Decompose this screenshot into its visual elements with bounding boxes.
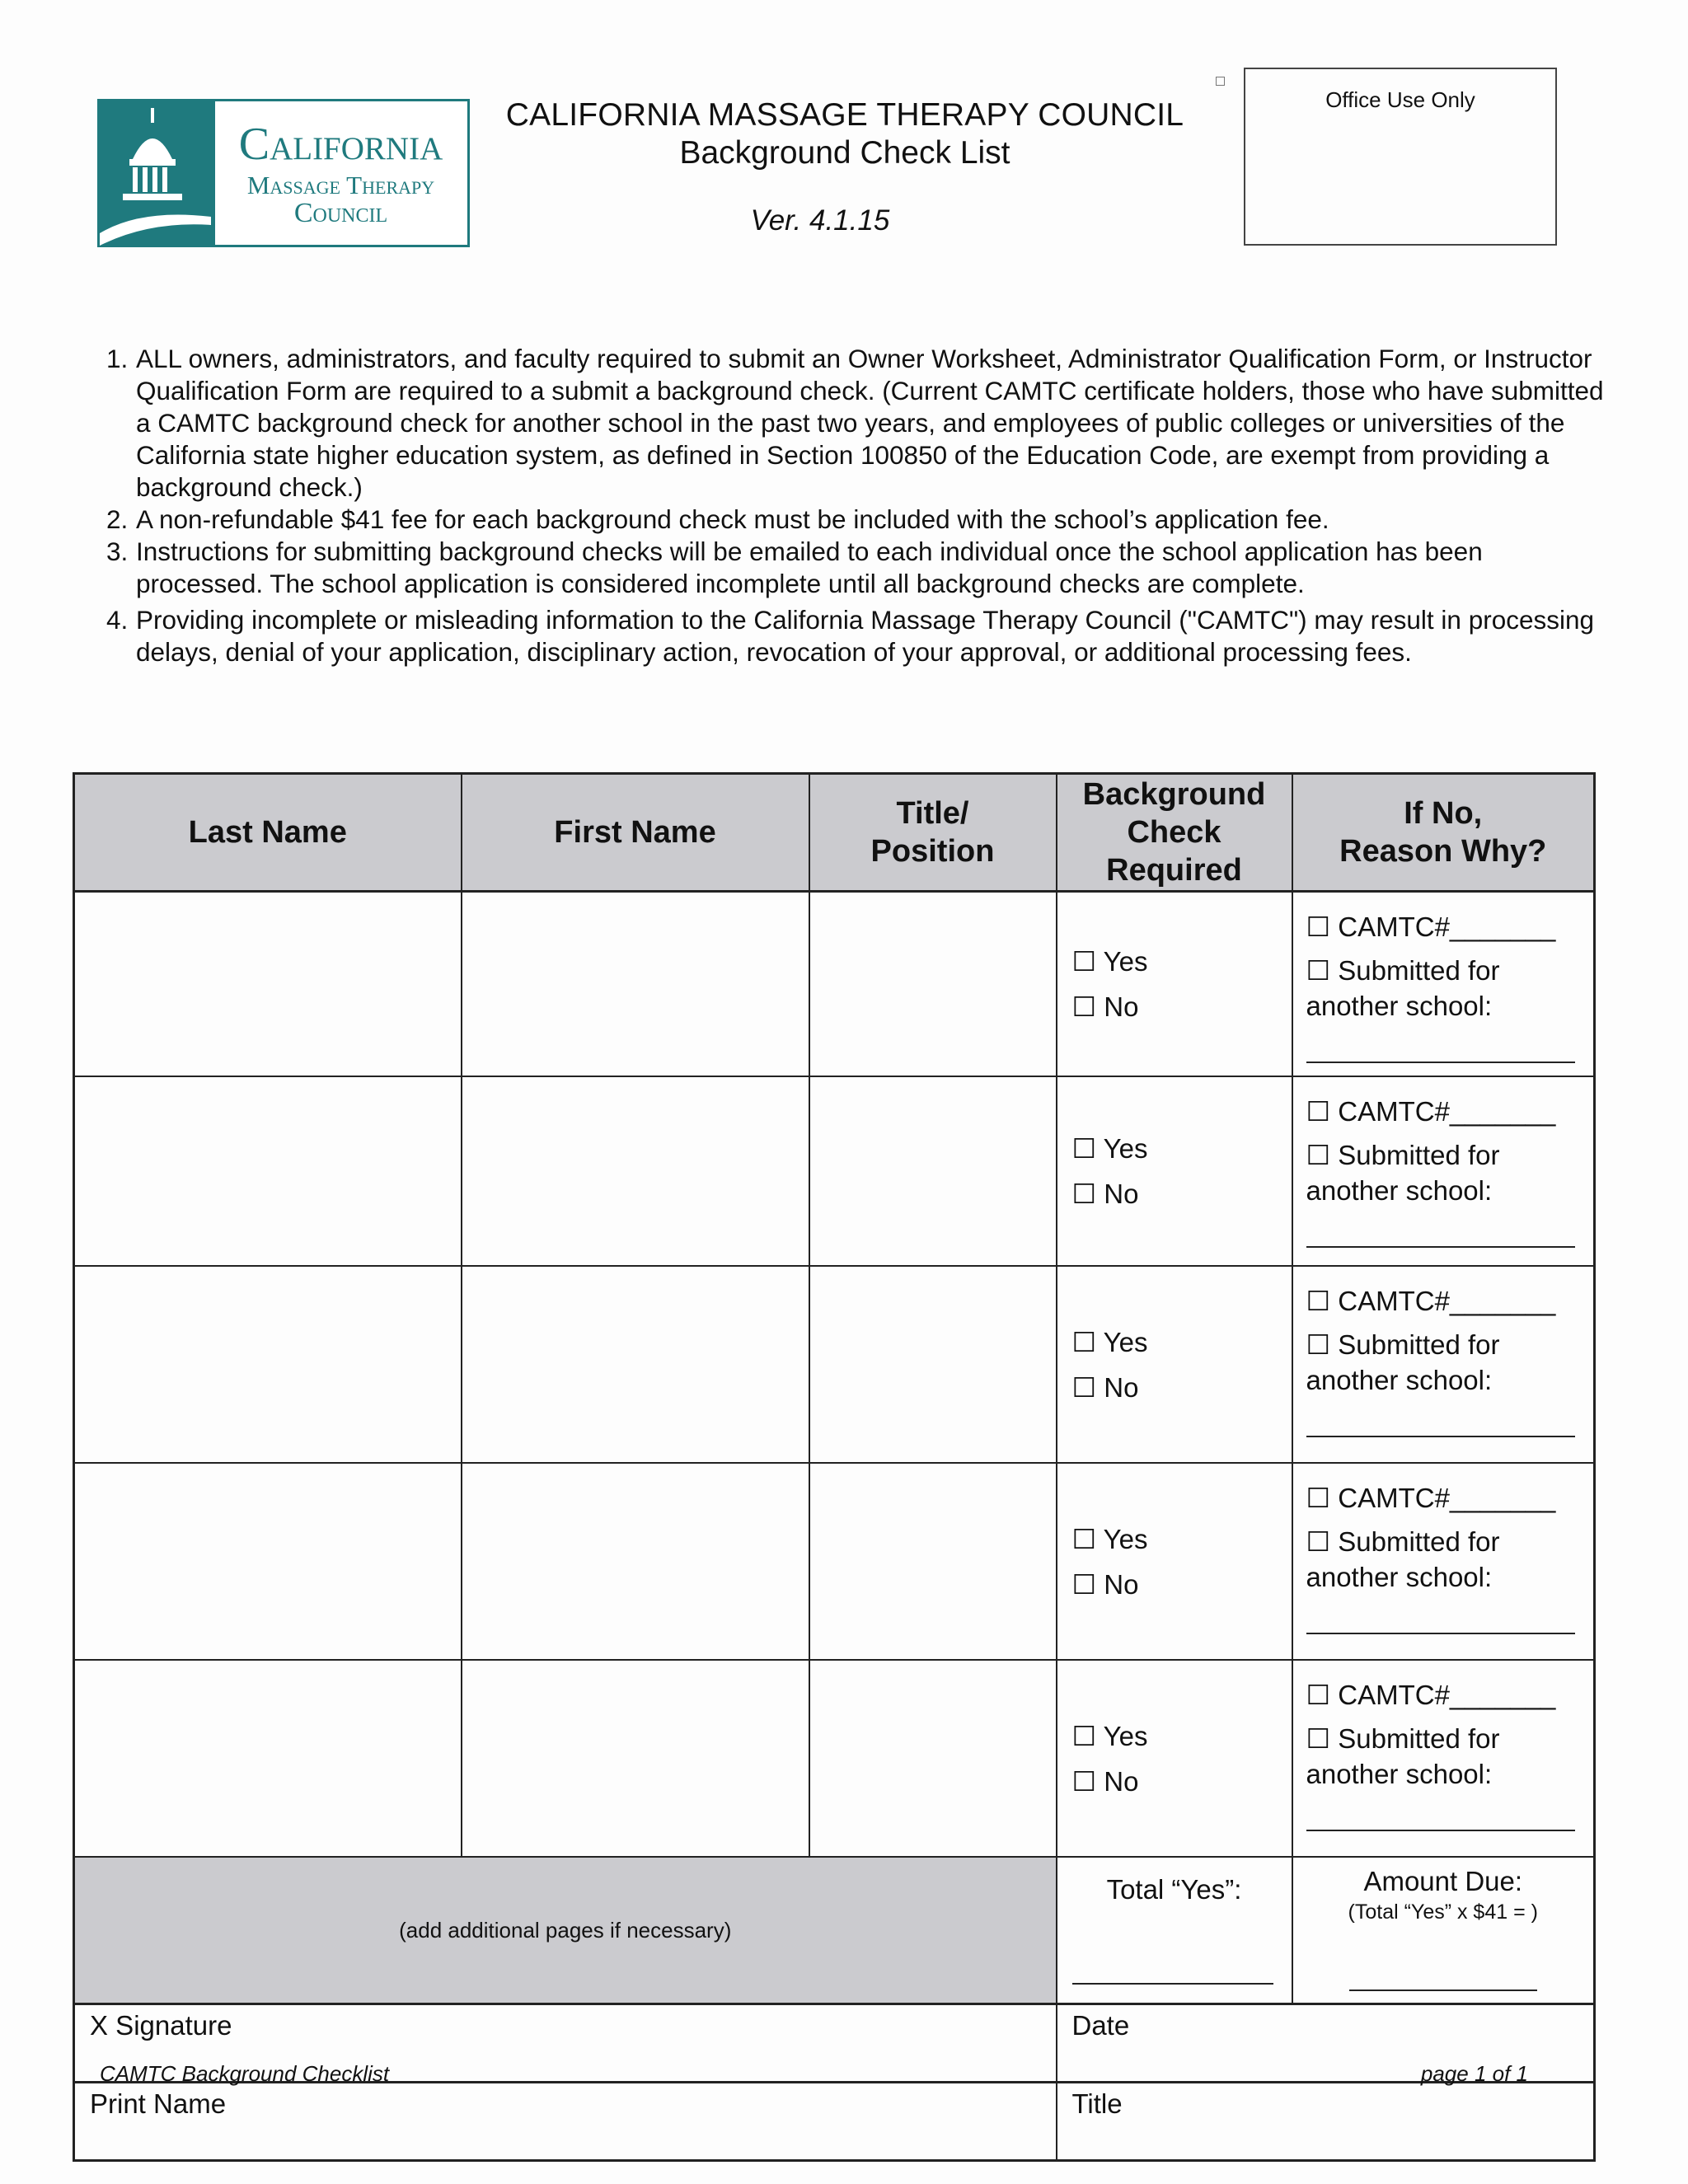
col-header-first-name: First Name	[462, 774, 809, 892]
header-text: Background	[1082, 777, 1266, 812]
yes-checkbox[interactable]: ☐ Yes	[1071, 1523, 1148, 1554]
background-check-options	[1057, 1266, 1292, 1463]
no-checkbox[interactable]: ☐ No	[1071, 1568, 1139, 1600]
another-school-label: another school:	[1306, 1365, 1493, 1395]
submitted-other-school-checkbox[interactable]: ☐ Submitted for	[1306, 1140, 1500, 1170]
col-header-background-check	[1057, 774, 1292, 892]
another-school-field[interactable]	[1306, 1024, 1576, 1063]
document-header	[486, 97, 1203, 237]
last-name-field[interactable]	[74, 1660, 462, 1857]
another-school-label: another school:	[1306, 1759, 1493, 1789]
last-name-field[interactable]	[74, 892, 462, 1077]
amount-due-field[interactable]	[1349, 1990, 1538, 1991]
version-label: Ver. 4.1.15	[750, 204, 890, 237]
last-name-field[interactable]	[74, 1076, 462, 1266]
yes-checkbox[interactable]: ☐ Yes	[1071, 1133, 1148, 1164]
title-position-field[interactable]	[809, 1660, 1057, 1857]
total-yes-field[interactable]	[1072, 1983, 1273, 1985]
another-school-label: another school:	[1306, 991, 1493, 1021]
camtc-logo	[97, 99, 470, 247]
header-text: Check	[1127, 815, 1221, 850]
yes-checkbox[interactable]: ☐ Yes	[1071, 1326, 1148, 1357]
reason-options	[1292, 1660, 1595, 1857]
signature-label: X Signature	[90, 2010, 232, 2041]
another-school-label: another school:	[1306, 1175, 1493, 1206]
title-position-field[interactable]	[809, 892, 1057, 1077]
total-yes-cell	[1057, 1857, 1292, 2004]
instruction-item: 4. Providing incomplete or misleading information to the California Massage Therapy Council ("CAMTC") may result in processing delays, denial of your application, disciplinary action, revocation of your approval, or additional processing fees.	[135, 604, 1611, 668]
table-row	[74, 1463, 1595, 1660]
logo-line-3: Council	[293, 198, 388, 228]
table-row	[74, 892, 1595, 1077]
amount-due-label: Amount Due:	[1363, 1866, 1523, 1896]
last-name-field[interactable]	[74, 1463, 462, 1660]
instructions-list	[92, 343, 1611, 668]
footer-page-number: page 1 of 1	[1420, 2061, 1528, 2086]
yes-checkbox[interactable]: ☐ Yes	[1071, 1720, 1148, 1751]
background-check-options	[1057, 1076, 1292, 1266]
table-row	[74, 1660, 1595, 1857]
another-school-label: another school:	[1306, 1562, 1493, 1592]
print-name-field[interactable]	[74, 2083, 1057, 2161]
print-name-row	[74, 2083, 1595, 2161]
document-title: CALIFORNIA MASSAGE THERAPY COUNCIL	[505, 97, 1184, 133]
small-checkbox[interactable]	[1216, 77, 1225, 86]
instruction-item: 1. ALL owners, administrators, and faculty required to submit an Owner Worksheet, Administrator Qualification Form, or Instructor Qualification Form are required to a submit a background check. (Current CAMTC certificate holders, those who have submitted a CAMTC background check for another school in the past two years, and employees of public colleges or universities of the California state higher education system, as defined in Section 100850 of the Education Code, are exempt from providing a background check.)	[135, 343, 1611, 504]
submitted-other-school-checkbox[interactable]: ☐ Submitted for	[1306, 1526, 1500, 1557]
table-header-row	[74, 774, 1595, 892]
first-name-field[interactable]	[462, 1266, 809, 1463]
submitted-other-school-checkbox[interactable]: ☐ Submitted for	[1306, 955, 1500, 986]
amount-due-cell	[1292, 1857, 1595, 2004]
first-name-field[interactable]	[462, 1076, 809, 1266]
print-name-label: Print Name	[90, 2088, 227, 2119]
background-check-options	[1057, 892, 1292, 1077]
logo-line-1: California	[238, 119, 443, 170]
first-name-field[interactable]	[462, 1660, 809, 1857]
first-name-field[interactable]	[462, 1463, 809, 1660]
no-checkbox[interactable]: ☐ No	[1071, 1765, 1139, 1797]
summary-row	[74, 1857, 1595, 2004]
office-use-box	[1244, 68, 1557, 246]
logo-line-2: Massage Therapy	[246, 171, 435, 199]
header-text: Title/	[896, 796, 969, 831]
another-school-field[interactable]	[1306, 1595, 1576, 1634]
office-use-label: Office Use Only	[1325, 87, 1475, 112]
camtc-number-checkbox[interactable]: ☐ CAMTC#_______	[1306, 912, 1556, 942]
instruction-item: 3. Instructions for submitting background checks will be emailed to each individual once the school application has been processed. The school application is considered incomplete until all background checks are complete.	[135, 536, 1611, 600]
another-school-field[interactable]	[1306, 1792, 1576, 1831]
another-school-field[interactable]	[1306, 1398, 1576, 1437]
last-name-field[interactable]	[74, 1266, 462, 1463]
table-row	[74, 1266, 1595, 1463]
footer-document-name: CAMTC Background Checklist	[100, 2061, 390, 2086]
additional-pages-note	[74, 1857, 1057, 2004]
no-checkbox[interactable]: ☐ No	[1071, 991, 1139, 1022]
col-header-last-name: Last Name	[74, 774, 462, 892]
title-position-field[interactable]	[809, 1266, 1057, 1463]
yes-checkbox[interactable]: ☐ Yes	[1071, 946, 1148, 977]
header-text: If No,	[1404, 796, 1483, 831]
header-text: Position	[870, 834, 995, 869]
camtc-number-checkbox[interactable]: ☐ CAMTC#_______	[1306, 1680, 1556, 1710]
reason-options	[1292, 1076, 1595, 1266]
background-check-options	[1057, 1463, 1292, 1660]
camtc-number-checkbox[interactable]: ☐ CAMTC#_______	[1306, 1096, 1556, 1127]
date-label: Date	[1071, 2010, 1130, 2041]
header-text: Reason Why?	[1339, 834, 1547, 869]
first-name-field[interactable]	[462, 892, 809, 1077]
title-label: Title	[1071, 2088, 1123, 2119]
no-checkbox[interactable]: ☐ No	[1071, 1179, 1139, 1209]
total-yes-label: Total “Yes”:	[1106, 1874, 1242, 1905]
submitted-other-school-checkbox[interactable]: ☐ Submitted for	[1306, 1723, 1500, 1754]
additional-pages-text: (add additional pages if necessary)	[399, 1917, 732, 1943]
capitol-dome-icon	[100, 101, 215, 246]
camtc-number-checkbox[interactable]: ☐ CAMTC#_______	[1306, 1483, 1556, 1513]
no-checkbox[interactable]: ☐ No	[1071, 1371, 1139, 1403]
reason-options	[1292, 892, 1595, 1077]
title-position-field[interactable]	[809, 1076, 1057, 1266]
title-position-field[interactable]	[809, 1463, 1057, 1660]
reason-options	[1292, 1463, 1595, 1660]
camtc-number-checkbox[interactable]: ☐ CAMTC#_______	[1306, 1286, 1556, 1316]
title-field[interactable]	[1057, 2083, 1595, 2161]
reason-options	[1292, 1266, 1595, 1463]
background-check-table	[73, 772, 1596, 2162]
instruction-item: 2. A non-refundable $41 fee for each background check must be included with the school’s application fee.	[135, 504, 1611, 536]
another-school-field[interactable]	[1306, 1208, 1576, 1248]
amount-formula: (Total “Yes” x $41 = )	[1348, 1900, 1538, 1924]
submitted-other-school-checkbox[interactable]: ☐ Submitted for	[1306, 1329, 1500, 1360]
table-row	[74, 1076, 1595, 1266]
col-header-title-position	[809, 774, 1057, 892]
col-header-reason	[1292, 774, 1595, 892]
background-check-options	[1057, 1660, 1292, 1857]
header-text: Required	[1106, 853, 1242, 888]
document-subtitle: Background Check List	[679, 135, 1010, 171]
